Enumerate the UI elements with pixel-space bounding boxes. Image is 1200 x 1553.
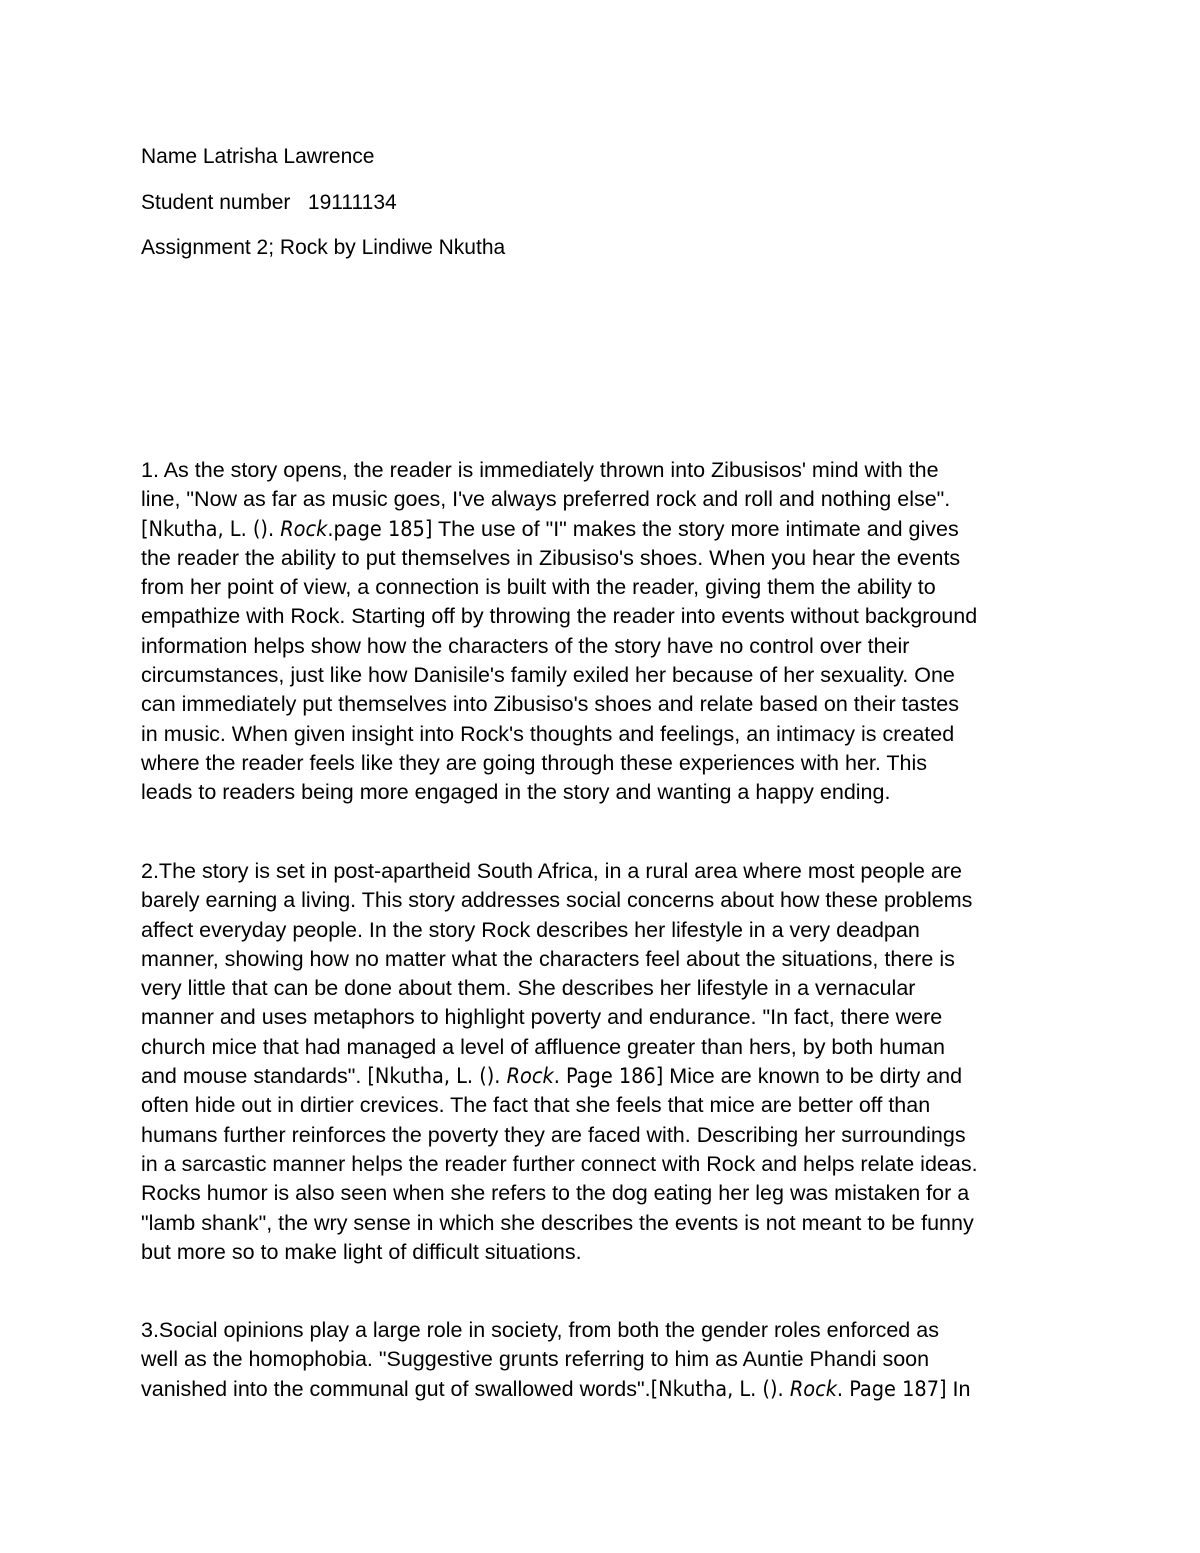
citation: [Nkutha, L. (). [650, 1376, 790, 1402]
paragraph-line: 2.The story is set in post-apartheid South Africa, in a rural area where most people are [141, 859, 963, 883]
paragraph-line: from her point of view, a connection is built with the reader, giving them the ability to [141, 575, 936, 600]
paragraph-line: "lamb shank", the wry sense in which she describes the events is not meant to be funny [141, 1210, 974, 1235]
citation: [Nkutha, L. (). [367, 1064, 507, 1090]
paragraph-line: in a sarcastic manner helps the reader further connect with Rock and helps relate ideas. [141, 1151, 978, 1176]
paragraph-line: very little that can be done about them. She describes her lifestyle in a vernacular [141, 976, 916, 1001]
paragraph-line: leads to readers being more engaged in the story and wanting a happy ending. [141, 780, 891, 805]
paragraph-3 [141, 1316, 1071, 1404]
paragraph-line: where the reader feels like they are going through these experiences with her. This [141, 750, 928, 775]
paragraph-line: well as the homophobia. "Suggestive grunts referring to him as Auntie Phandi soon [141, 1347, 930, 1372]
paragraph-line: information helps show how the characters of the story have no control over their [141, 633, 910, 658]
paragraph-text: In [946, 1376, 971, 1401]
paragraph-line [141, 1062, 1071, 1091]
paragraph-2 [141, 857, 1071, 1267]
paragraph-line: barely earning a living. This story addresses social concerns about how these problems [141, 888, 973, 913]
paragraph-line: church mice that had managed a level of affluence greater than hers, by both human [141, 1034, 945, 1059]
paragraph-line: affect everyday people. In the story Rock describes her lifestyle in a very deadpan [141, 917, 920, 942]
paragraph-line: empathize with Rock. Starting off by throwing the reader into events without background [141, 604, 978, 629]
paragraph-text: vanished into the communal gut of swallowed words". [141, 1376, 651, 1401]
paragraph-1 [141, 456, 1071, 808]
student-name-line: Name Latrisha Lawrence [141, 145, 375, 168]
paragraph-line: 1. As the story opens, the reader is immediately thrown into Zibusisos' mind with the [141, 458, 939, 482]
paragraph-line: the reader the ability to put themselves in Zibusiso's shoes. When you hear the events [141, 545, 961, 570]
paragraph-line: manner, showing how no matter what the characters feel about the situations, there is [141, 946, 955, 971]
paragraph-line: can immediately put themselves into Zibusiso's shoes and relate based on their tastes [141, 692, 959, 717]
citation-page: . Page 186] [553, 1064, 664, 1090]
citation: [Nkutha, L. (). [141, 516, 281, 542]
citation-page: . Page 187] [836, 1376, 947, 1402]
student-number-line: Student number 19111134 [141, 191, 397, 214]
assignment-title-line: Assignment 2; Rock by Lindiwe Nkutha [141, 236, 506, 259]
citation-page: .page 185] [327, 516, 433, 542]
paragraph-line: but more so to make light of difficult situations. [141, 1239, 582, 1264]
paragraph-line: often hide out in dirtier crevices. The fact that she feels that mice are better off than [141, 1093, 931, 1118]
paragraph-line: in music. When given insight into Rock's thoughts and feelings, an intimacy is created [141, 721, 955, 746]
citation-title: Rock [280, 516, 328, 542]
paragraph-line: humans further reinforces the poverty they are faced with. Describing her surroundings [141, 1122, 966, 1147]
paragraph-text: The use of "I" makes the story more intimate and gives [432, 516, 959, 541]
paragraph-line [141, 515, 1071, 544]
paragraph-line: 3.Social opinions play a large role in society, from both the gender roles enforced as [141, 1318, 939, 1342]
paragraph-line: manner and uses metaphors to highlight poverty and endurance. "In fact, there were [141, 1005, 943, 1030]
citation-title: Rock [506, 1064, 554, 1090]
paragraph-line: line, "Now as far as music goes, I've always preferred rock and roll and nothing else". [141, 487, 951, 512]
paragraph-line: circumstances, just like how Danisile's family exiled her because of her sexuality. One [141, 663, 955, 688]
paragraph-text: and mouse standards". [141, 1064, 368, 1089]
citation-title: Rock [789, 1376, 837, 1402]
paragraph-text: Mice are known to be dirty and [663, 1064, 963, 1089]
paragraph-line: Rocks humor is also seen when she refers to the dog eating her leg was mistaken for a [141, 1181, 970, 1206]
paragraph-line [141, 1375, 1071, 1404]
